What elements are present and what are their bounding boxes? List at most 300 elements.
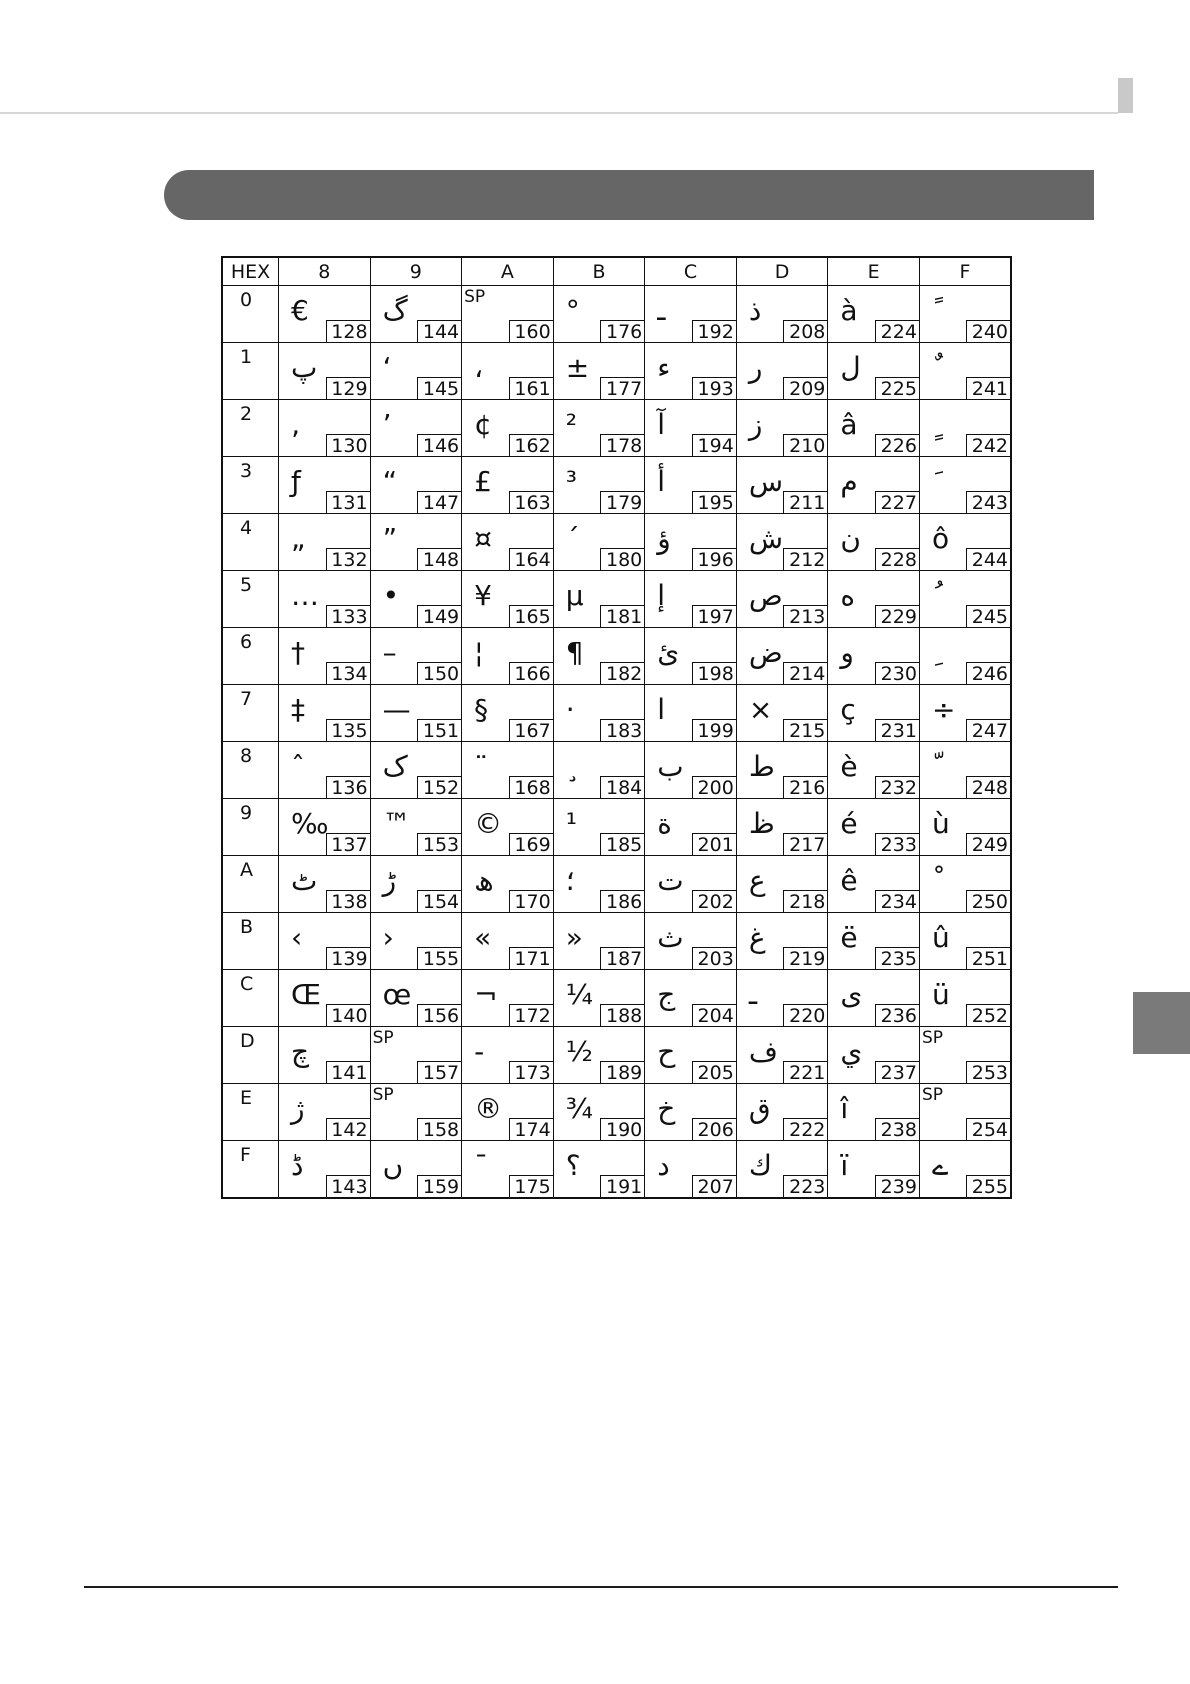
decimal-code: 163 xyxy=(509,491,553,513)
decimal-code: 154 xyxy=(417,890,461,912)
decimal-code: 247 xyxy=(966,719,1010,741)
code-cell xyxy=(919,1027,1011,1084)
decimal-code: 136 xyxy=(326,776,370,798)
decimal-code: 241 xyxy=(966,377,1010,399)
decimal-code: 188 xyxy=(600,1004,644,1026)
code-cell xyxy=(645,685,737,742)
code-cell xyxy=(462,286,554,343)
character-glyph: ، xyxy=(474,351,484,384)
character-glyph: ى xyxy=(840,978,863,1011)
row-header: B xyxy=(222,913,279,970)
column-header: 9 xyxy=(370,257,462,286)
decimal-code: 148 xyxy=(417,548,461,570)
code-cell xyxy=(279,1141,371,1199)
decimal-code: 178 xyxy=(600,434,644,456)
decimal-code: 144 xyxy=(417,320,461,342)
character-glyph: ـ xyxy=(657,294,666,327)
decimal-code: 255 xyxy=(966,1175,1010,1197)
decimal-code: 149 xyxy=(417,605,461,627)
code-cell xyxy=(645,628,737,685)
code-cell xyxy=(736,970,828,1027)
decimal-code: 194 xyxy=(692,434,736,456)
character-glyph: ƒ xyxy=(291,465,301,498)
decimal-code: 195 xyxy=(692,491,736,513)
character-glyph: ن xyxy=(840,522,861,555)
code-cell xyxy=(279,799,371,856)
character-glyph: ف xyxy=(748,1035,778,1068)
decimal-code: 138 xyxy=(326,890,370,912)
character-glyph: ‘ xyxy=(382,351,392,384)
character-glyph: ة xyxy=(657,807,672,840)
code-cell xyxy=(736,1027,828,1084)
decimal-code: 182 xyxy=(600,662,644,684)
code-cell xyxy=(828,457,920,514)
character-glyph: ٹ xyxy=(291,864,318,897)
decimal-code: 223 xyxy=(783,1175,827,1197)
decimal-code: 141 xyxy=(326,1061,370,1083)
character-glyph: ¨ xyxy=(474,750,489,783)
character-glyph: ے xyxy=(931,1149,949,1182)
row-header: 0 xyxy=(222,286,279,343)
character-glyph: ث xyxy=(657,921,684,954)
character-glyph: آ xyxy=(657,408,666,441)
code-cell xyxy=(645,571,737,628)
code-cell xyxy=(828,685,920,742)
code-cell xyxy=(919,1084,1011,1141)
character-glyph: è xyxy=(840,750,858,783)
decimal-code: 129 xyxy=(326,377,370,399)
character-glyph: « xyxy=(474,921,492,954)
code-cell xyxy=(645,742,737,799)
code-cell xyxy=(736,571,828,628)
code-cell xyxy=(462,742,554,799)
code-cell xyxy=(553,514,645,571)
decimal-code: 179 xyxy=(600,491,644,513)
code-cell xyxy=(919,457,1011,514)
code-cell xyxy=(462,913,554,970)
code-cell xyxy=(736,343,828,400)
code-cell xyxy=(370,1027,462,1084)
decimal-code: 135 xyxy=(326,719,370,741)
decimal-code: 210 xyxy=(783,434,827,456)
decimal-code: 167 xyxy=(509,719,553,741)
character-glyph: › xyxy=(382,921,394,954)
character-glyph: ¯ xyxy=(474,1149,489,1182)
character-glyph: ں xyxy=(382,1149,404,1182)
decimal-code: 218 xyxy=(783,890,827,912)
code-cell xyxy=(645,799,737,856)
row-header: 8 xyxy=(222,742,279,799)
code-cell xyxy=(279,742,371,799)
decimal-code: 202 xyxy=(692,890,736,912)
code-cell xyxy=(736,400,828,457)
character-glyph: ظ xyxy=(748,807,775,840)
decimal-code: 208 xyxy=(783,320,827,342)
character-glyph: ص xyxy=(748,579,783,612)
decimal-code: 251 xyxy=(966,947,1010,969)
decimal-code: 245 xyxy=(966,605,1010,627)
character-glyph: ” xyxy=(382,522,398,555)
decimal-code: 181 xyxy=(600,605,644,627)
code-cell xyxy=(553,400,645,457)
character-glyph: ژ xyxy=(291,1092,305,1125)
decimal-code: 175 xyxy=(509,1175,553,1197)
character-glyph: † xyxy=(291,636,305,669)
character-glyph: – xyxy=(382,636,397,669)
decimal-code: 203 xyxy=(692,947,736,969)
row-header: 2 xyxy=(222,400,279,457)
decimal-code: 155 xyxy=(417,947,461,969)
code-cell xyxy=(553,970,645,1027)
character-glyph: ¶ xyxy=(565,636,584,669)
code-cell xyxy=(828,343,920,400)
character-glyph: ط xyxy=(748,750,775,783)
decimal-code: 215 xyxy=(783,719,827,741)
code-cell xyxy=(645,856,737,913)
code-cell xyxy=(828,856,920,913)
code-cell xyxy=(919,286,1011,343)
decimal-code: 212 xyxy=(783,548,827,570)
character-glyph: ¢ xyxy=(474,408,492,441)
character-glyph: £ xyxy=(474,465,492,498)
character-glyph: ¸ xyxy=(565,750,580,783)
code-cell xyxy=(279,571,371,628)
code-cell xyxy=(279,685,371,742)
character-glyph: © xyxy=(474,807,503,840)
code-cell xyxy=(736,628,828,685)
code-cell xyxy=(553,1084,645,1141)
decimal-code: 128 xyxy=(326,320,370,342)
code-cell xyxy=(919,571,1011,628)
decimal-code: 250 xyxy=(966,890,1010,912)
character-glyph: ل xyxy=(840,351,861,384)
character-glyph: ê xyxy=(840,864,858,897)
decimal-code: 166 xyxy=(509,662,553,684)
code-cell xyxy=(828,628,920,685)
code-cell xyxy=(370,913,462,970)
character-glyph: û xyxy=(931,921,950,954)
code-cell xyxy=(462,571,554,628)
code-cell xyxy=(370,286,462,343)
character-glyph: § xyxy=(474,693,489,726)
character-glyph: ¼ xyxy=(565,978,593,1011)
decimal-code: 249 xyxy=(966,833,1010,855)
character-glyph: ڑ xyxy=(382,864,397,897)
code-cell xyxy=(462,1084,554,1141)
character-glyph: ü xyxy=(931,978,950,1011)
decimal-code: 231 xyxy=(875,719,919,741)
code-cell xyxy=(645,286,737,343)
code-cell xyxy=(645,913,737,970)
row-header: 3 xyxy=(222,457,279,514)
decimal-code: 173 xyxy=(509,1061,553,1083)
character-glyph: ± xyxy=(565,351,590,384)
code-cell xyxy=(736,856,828,913)
decimal-code: 228 xyxy=(875,548,919,570)
code-cell xyxy=(828,970,920,1027)
decimal-code: 130 xyxy=(326,434,370,456)
decimal-code: 219 xyxy=(783,947,827,969)
character-glyph: ¬ xyxy=(474,978,498,1011)
character-glyph: „ xyxy=(291,522,306,555)
character-glyph: م xyxy=(840,465,858,498)
character-glyph: ¹ xyxy=(565,807,577,840)
character-glyph: · xyxy=(565,693,575,726)
character-glyph: ° xyxy=(565,294,580,327)
code-cell xyxy=(828,913,920,970)
character-glyph: ‹ xyxy=(291,921,303,954)
code-cell xyxy=(462,343,554,400)
row-header: A xyxy=(222,856,279,913)
code-cell xyxy=(462,1141,554,1199)
decimal-code: 152 xyxy=(417,776,461,798)
decimal-code: 232 xyxy=(875,776,919,798)
decimal-code: 164 xyxy=(509,548,553,570)
decimal-code: 170 xyxy=(509,890,553,912)
table-row xyxy=(222,1141,1011,1199)
decimal-code: 237 xyxy=(875,1061,919,1083)
table-row xyxy=(222,742,1011,799)
code-cell xyxy=(279,970,371,1027)
decimal-code: 183 xyxy=(600,719,644,741)
character-glyph: â xyxy=(840,408,858,441)
decimal-code: 221 xyxy=(783,1061,827,1083)
character-glyph: ھ xyxy=(474,864,494,897)
code-cell xyxy=(370,742,462,799)
code-cell xyxy=(279,1027,371,1084)
character-glyph: ´ xyxy=(565,522,580,555)
decimal-code: 146 xyxy=(417,434,461,456)
character-glyph: ® xyxy=(474,1092,503,1125)
character-glyph: إ xyxy=(657,579,666,612)
decimal-code: 248 xyxy=(966,776,1010,798)
character-glyph: خ xyxy=(657,1092,676,1125)
decimal-code: 187 xyxy=(600,947,644,969)
character-glyph: à xyxy=(840,294,858,327)
character-glyph: ç xyxy=(840,693,856,726)
decimal-code: 132 xyxy=(326,548,370,570)
decimal-code: 156 xyxy=(417,1004,461,1026)
decimal-code: 142 xyxy=(326,1118,370,1140)
decimal-code: 177 xyxy=(600,377,644,399)
code-cell xyxy=(553,685,645,742)
character-glyph: ˆ xyxy=(291,750,305,783)
character-glyph: ’ xyxy=(382,408,392,441)
character-glyph: ق xyxy=(748,1092,771,1125)
code-cell xyxy=(279,1084,371,1141)
code-cell xyxy=(370,856,462,913)
character-glyph: é xyxy=(840,807,858,840)
character-glyph: SP xyxy=(921,1028,943,1048)
decimal-code: 139 xyxy=(326,947,370,969)
code-cell xyxy=(553,571,645,628)
row-header: 1 xyxy=(222,343,279,400)
decimal-code: 216 xyxy=(783,776,827,798)
decimal-code: 158 xyxy=(417,1118,461,1140)
row-header: F xyxy=(222,1141,279,1199)
character-glyph: » xyxy=(565,921,583,954)
character-glyph: ™ xyxy=(382,807,411,840)
decimal-code: 240 xyxy=(966,320,1010,342)
header-tab-marker xyxy=(1118,78,1133,113)
character-glyph: SP xyxy=(372,1028,394,1048)
character-glyph: ه xyxy=(840,579,856,612)
row-header: 9 xyxy=(222,799,279,856)
decimal-code: 211 xyxy=(783,491,827,513)
decimal-code: 197 xyxy=(692,605,736,627)
decimal-code: 199 xyxy=(692,719,736,741)
row-header: 7 xyxy=(222,685,279,742)
character-glyph: ز xyxy=(748,408,763,441)
decimal-code: 157 xyxy=(417,1061,461,1083)
decimal-code: 145 xyxy=(417,377,461,399)
code-cell xyxy=(828,1084,920,1141)
code-cell xyxy=(279,628,371,685)
decimal-code: 234 xyxy=(875,890,919,912)
decimal-code: 172 xyxy=(509,1004,553,1026)
code-cell xyxy=(919,514,1011,571)
table-row xyxy=(222,343,1011,400)
character-glyph: س xyxy=(748,465,783,498)
code-cell xyxy=(553,856,645,913)
code-cell xyxy=(645,1141,737,1199)
code-cell xyxy=(370,400,462,457)
code-cell xyxy=(736,685,828,742)
character-glyph: ‡ xyxy=(291,693,305,726)
decimal-code: 147 xyxy=(417,491,461,513)
character-glyph: œ xyxy=(382,978,412,1011)
decimal-code: 201 xyxy=(692,833,736,855)
decimal-code: 184 xyxy=(600,776,644,798)
character-glyph: پ xyxy=(291,351,318,384)
decimal-code: 134 xyxy=(326,662,370,684)
code-cell xyxy=(370,799,462,856)
decimal-code: 159 xyxy=(417,1175,461,1197)
character-glyph: ‰ xyxy=(291,807,329,840)
decimal-code: 213 xyxy=(783,605,827,627)
code-cell xyxy=(553,628,645,685)
table-row xyxy=(222,856,1011,913)
character-glyph: ذ xyxy=(748,294,762,327)
code-cell xyxy=(279,514,371,571)
character-glyph: ¤ xyxy=(474,522,492,555)
table-row xyxy=(222,1084,1011,1141)
code-cell xyxy=(736,913,828,970)
code-cell xyxy=(645,514,737,571)
code-cell xyxy=(370,343,462,400)
character-glyph: و xyxy=(840,636,854,669)
decimal-code: 189 xyxy=(600,1061,644,1083)
decimal-code: 153 xyxy=(417,833,461,855)
character-glyph: ÷ xyxy=(931,693,956,726)
character-glyph: ؛ xyxy=(565,864,575,897)
code-cell xyxy=(553,742,645,799)
decimal-code: 243 xyxy=(966,491,1010,513)
table-row xyxy=(222,799,1011,856)
decimal-code: 233 xyxy=(875,833,919,855)
decimal-code: 196 xyxy=(692,548,736,570)
character-glyph: “ xyxy=(382,465,398,498)
code-cell xyxy=(828,1027,920,1084)
decimal-code: 150 xyxy=(417,662,461,684)
character-glyph: أ xyxy=(657,465,666,498)
code-cell xyxy=(553,457,645,514)
row-header: 6 xyxy=(222,628,279,685)
character-glyph: ù xyxy=(931,807,950,840)
decimal-code: 204 xyxy=(692,1004,736,1026)
code-cell xyxy=(462,799,554,856)
character-glyph: غ xyxy=(748,921,766,954)
character-glyph: µ xyxy=(565,579,584,612)
decimal-code: 236 xyxy=(875,1004,919,1026)
decimal-code: 209 xyxy=(783,377,827,399)
code-cell xyxy=(462,400,554,457)
character-glyph: Œ xyxy=(291,978,321,1011)
character-glyph: SP xyxy=(921,1085,943,1105)
column-header-row xyxy=(222,257,1011,286)
decimal-code: 207 xyxy=(692,1175,736,1197)
code-cell xyxy=(828,742,920,799)
character-code-table xyxy=(221,256,1012,1199)
character-glyph: ô xyxy=(931,522,950,555)
decimal-code: 214 xyxy=(783,662,827,684)
decimal-code: 168 xyxy=(509,776,553,798)
code-cell xyxy=(370,1141,462,1199)
decimal-code: 165 xyxy=(509,605,553,627)
code-cell xyxy=(645,970,737,1027)
decimal-code: 151 xyxy=(417,719,461,741)
code-cell xyxy=(736,1141,828,1199)
decimal-code: 254 xyxy=(966,1118,1010,1140)
code-cell xyxy=(828,799,920,856)
code-cell xyxy=(462,1027,554,1084)
decimal-code: 162 xyxy=(509,434,553,456)
character-glyph: ï xyxy=(840,1149,849,1182)
character-glyph: ء xyxy=(657,351,671,384)
code-cell xyxy=(736,742,828,799)
table-row xyxy=(222,514,1011,571)
character-glyph: ح xyxy=(657,1035,676,1068)
decimal-code: 185 xyxy=(600,833,644,855)
decimal-code: 235 xyxy=(875,947,919,969)
character-glyph: ت xyxy=(657,864,684,897)
character-glyph: ض xyxy=(748,636,783,669)
table-row xyxy=(222,628,1011,685)
code-cell xyxy=(462,457,554,514)
decimal-code: 222 xyxy=(783,1118,827,1140)
character-glyph: ¦ xyxy=(474,636,484,669)
hex-corner-header: HEX xyxy=(222,257,279,286)
decimal-code: 131 xyxy=(326,491,370,513)
character-glyph: • xyxy=(382,579,400,612)
footer-rule xyxy=(84,1586,1118,1588)
row-header: 4 xyxy=(222,514,279,571)
code-cell xyxy=(919,1141,1011,1199)
code-cell xyxy=(828,514,920,571)
decimal-code: 206 xyxy=(692,1118,736,1140)
table-row xyxy=(222,286,1011,343)
decimal-code: 174 xyxy=(509,1118,553,1140)
column-header: B xyxy=(553,257,645,286)
code-cell xyxy=(370,571,462,628)
character-glyph: ـ xyxy=(748,978,758,1011)
code-cell xyxy=(370,514,462,571)
code-cell xyxy=(828,1141,920,1199)
row-header: C xyxy=(222,970,279,1027)
column-header: 8 xyxy=(279,257,371,286)
decimal-code: 171 xyxy=(509,947,553,969)
code-cell xyxy=(736,286,828,343)
